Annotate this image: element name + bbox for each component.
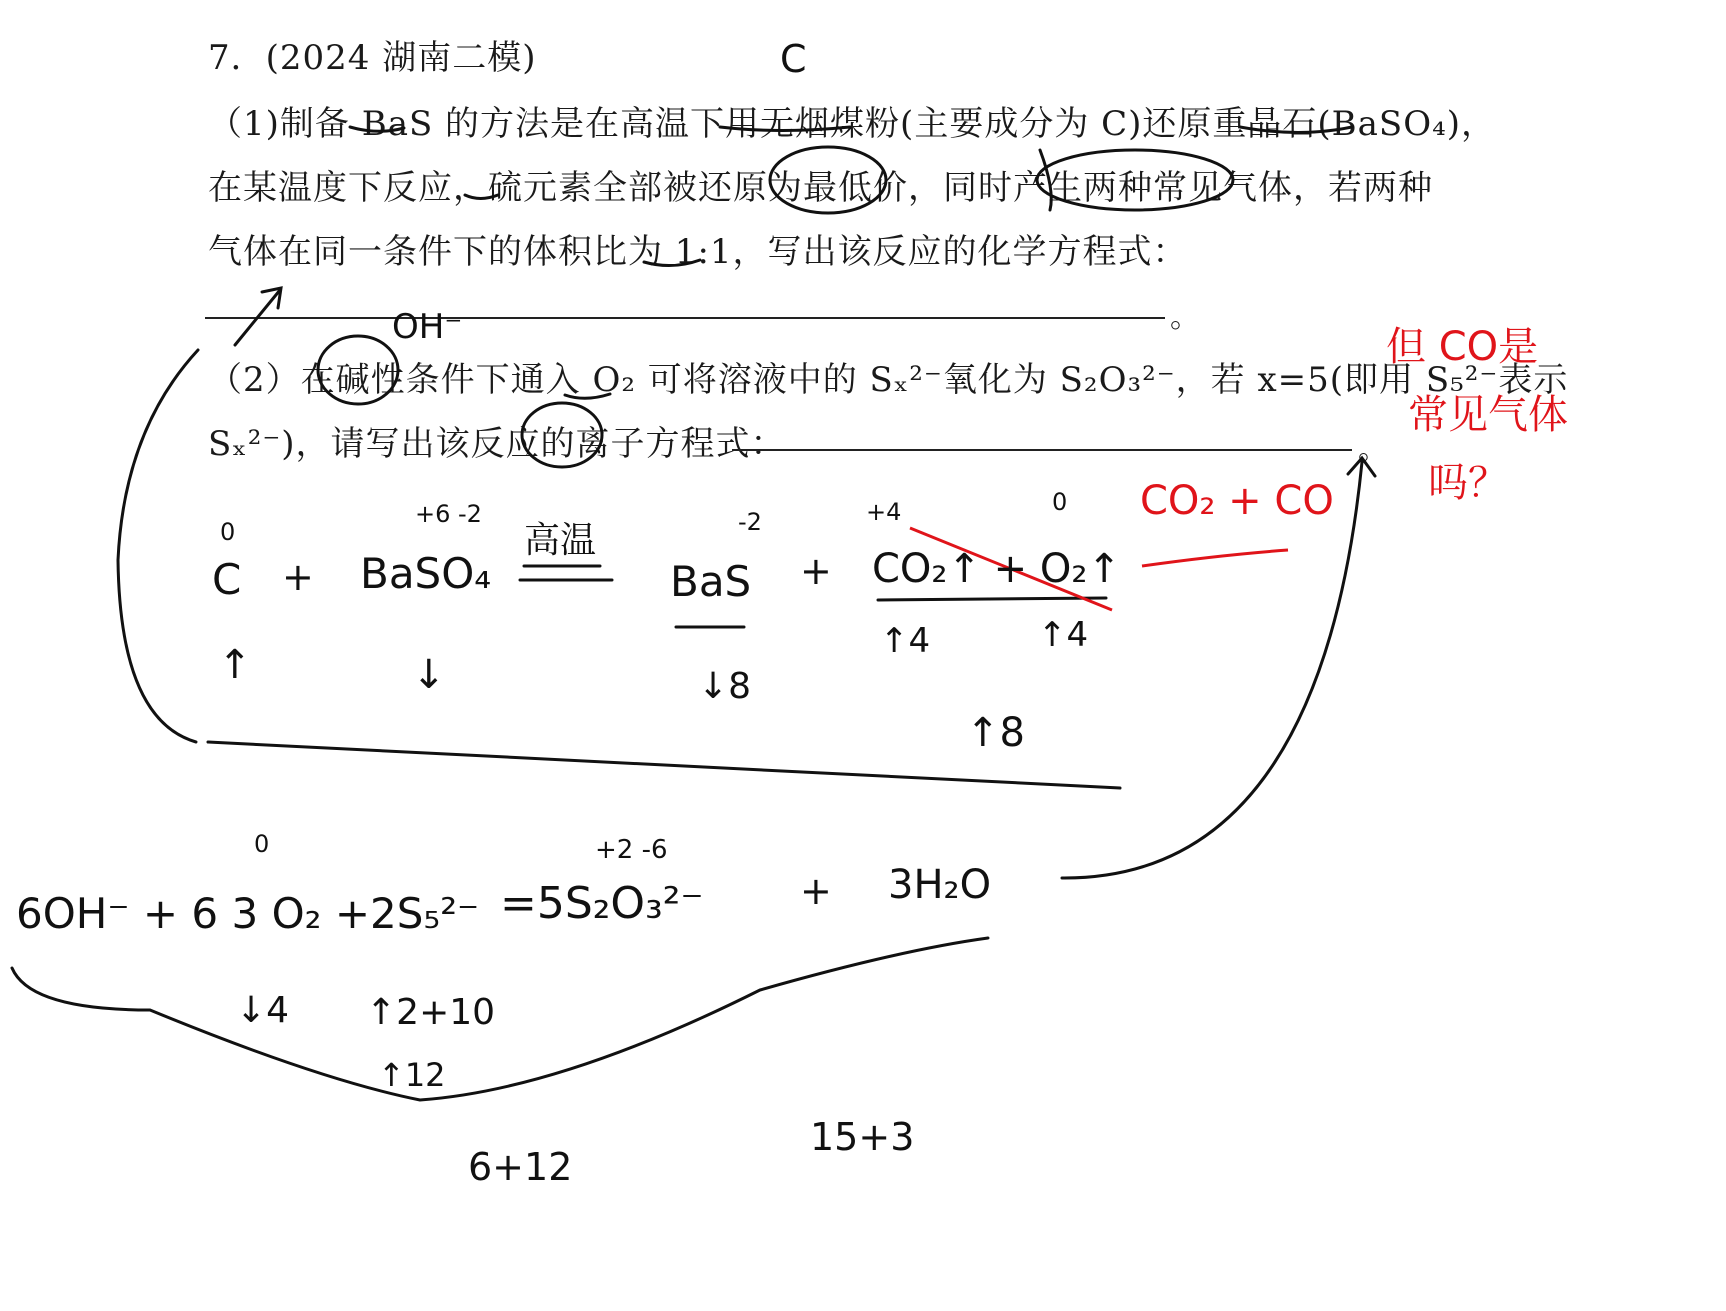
eq1-c: C bbox=[212, 555, 242, 604]
eq1-co2-change: ↑4 bbox=[880, 621, 931, 661]
equals-condition bbox=[520, 566, 612, 580]
hw-oh-note: OH⁻ bbox=[392, 307, 463, 347]
underline-bas bbox=[350, 127, 404, 131]
part1-line3: 气体在同一条件下的体积比为 1:1，写出该反应的化学方程式： bbox=[208, 232, 1188, 272]
arrow-to-blank1 bbox=[235, 288, 281, 345]
red-products: CO₂ + CO bbox=[1140, 478, 1334, 524]
eq2-sum-left: 6+12 bbox=[468, 1145, 573, 1189]
eq2-s5-change: ↑2+10 bbox=[366, 992, 496, 1033]
eq1-c-state: 0 bbox=[220, 518, 236, 546]
red-note-line3: 吗？ bbox=[1428, 460, 1508, 506]
eq1-baso4-change: ↓ bbox=[412, 652, 446, 698]
eq1-o2-state: 0 bbox=[1052, 488, 1068, 516]
eq1-condition: 高温 bbox=[524, 520, 597, 561]
eq2-sum-right: 15+3 bbox=[810, 1115, 915, 1159]
circle-ionic bbox=[522, 403, 602, 467]
underline-sulfur bbox=[465, 195, 498, 199]
eq1-c-change: ↑ bbox=[218, 642, 252, 688]
bracket-eq2 bbox=[12, 938, 988, 1100]
eq1-plus2: + bbox=[800, 549, 832, 593]
part1-line1: （1)制备 BaS 的方法是在高温下用无烟煤粉(主要成分为 C)还原重晶石(BaSO₄)， bbox=[208, 104, 1496, 144]
stroke-two-gases bbox=[1040, 150, 1051, 210]
part1-period: 。 bbox=[1170, 300, 1200, 335]
part2-line2: Sₓ²⁻)，请写出该反应的离子方程式： bbox=[208, 424, 786, 464]
underline-coal bbox=[720, 127, 850, 131]
hw-c-note: C bbox=[780, 37, 807, 81]
underline-o2 bbox=[565, 394, 610, 398]
circle-alkaline bbox=[318, 336, 398, 404]
red-note-line1: 但 CO是 bbox=[1386, 324, 1539, 370]
eq1-plus1: + bbox=[282, 555, 314, 599]
eq1-bas-state: -2 bbox=[738, 508, 762, 536]
part2-period: 。 bbox=[1358, 432, 1388, 467]
eq2-o2-state: 0 bbox=[254, 830, 270, 858]
problem-header: 7．(2024 湖南二模) bbox=[208, 38, 537, 78]
eq2-s2o3-states: +2 -6 bbox=[595, 835, 668, 865]
eq1-baso4-states: +6 -2 bbox=[415, 500, 482, 528]
part1-line2: 在某温度下反应，硫元素全部被还原为最低价，同时产生两种常见气体，若两种 bbox=[208, 168, 1433, 208]
eq1-baso4: BaSO₄ bbox=[360, 549, 492, 598]
eq1-o2-change: ↑4 bbox=[1038, 615, 1089, 655]
eq1-co2-state: +4 bbox=[866, 498, 902, 526]
part2-line1: （2）在碱性条件下通入 O₂ 可将溶液中的 Sₓ²⁻氧化为 S₂O₃²⁻，若 x=5(即用 S₅²⁻表示 bbox=[208, 360, 1569, 400]
red-underline bbox=[1142, 550, 1288, 566]
eq1-total-change: ↑8 bbox=[966, 710, 1025, 756]
bracket-eq1 bbox=[118, 350, 198, 742]
circle-two-gases bbox=[1037, 150, 1233, 210]
red-note-line2: 常见气体 bbox=[1408, 392, 1568, 438]
underline-products bbox=[878, 598, 1106, 600]
eq1-bas: BaS bbox=[670, 557, 752, 606]
eq2-left: 6OH⁻ + 6 3 O₂ +2S₅²⁻ bbox=[16, 889, 480, 938]
underline-baso4 bbox=[1240, 127, 1352, 133]
eq2-plus: + bbox=[800, 869, 832, 913]
eq2-s5-total: ↑12 bbox=[378, 1056, 446, 1094]
eq1-co2-o2: CO₂↑ + O₂↑ bbox=[872, 546, 1121, 592]
eq1-bas-change: ↓8 bbox=[698, 666, 752, 707]
eq2-equals-right: =5S₂O₃²⁻ bbox=[500, 878, 704, 929]
underline-ratio bbox=[644, 260, 700, 266]
eq2-water: 3H₂O bbox=[888, 862, 992, 908]
eq2-o2-change: ↓4 bbox=[236, 990, 290, 1031]
circle-lowest-valence bbox=[770, 147, 886, 213]
